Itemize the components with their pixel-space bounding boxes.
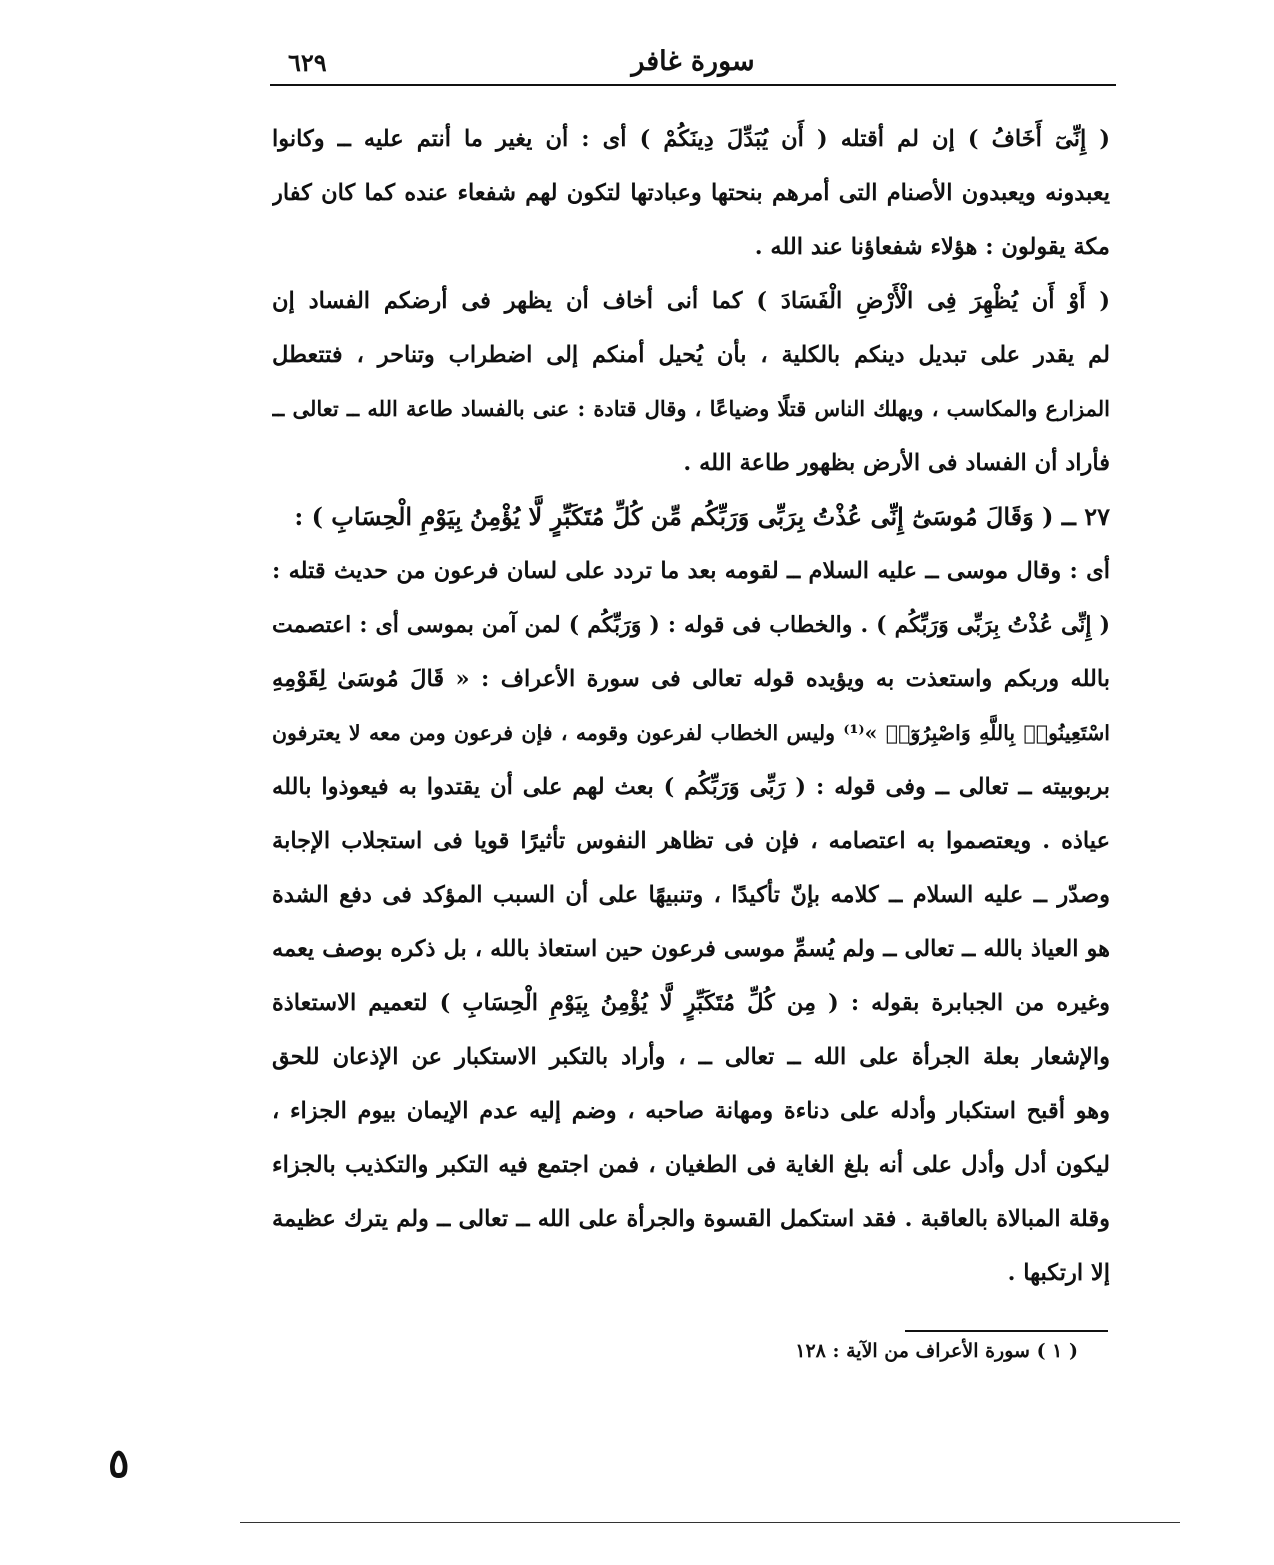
page-number: ٦٢٩: [288, 48, 327, 77]
body-line: أى : وقال موسى ــ عليه السلام ــ لقومه بعد ما تردد على لسان فرعون من حديث قتله :: [272, 558, 1110, 584]
body-line: ليكون أدل وأدل على أنه بلغ الغاية فى الطغيان ، فمن اجتمع فيه التكبر والتكذيب بالجزاء: [272, 1152, 1110, 1178]
body-line: المزارع والمكاسب ، ويهلك الناس قتلًا وضياعًا ، وقال قتادة : عنى بالفساد طاعة الله ــ تعالى ــ: [272, 396, 1110, 421]
body-line: يعبدونه ويعبدون الأصنام التى أمرهم بنحتها وعبادتها لتكون لهم شفعاء عنده كما كان كفار: [272, 180, 1110, 206]
body-line: مكة يقولون : هؤلاء شفعاؤنا عند الله .: [754, 234, 1110, 260]
bottom-rule: [240, 1522, 1180, 1523]
body-line: وصدّر ــ عليه السلام ــ كلامه بإنّ تأكيدًا ، وتنبيهًا على أن السبب المؤكد فى دفع الشدة: [272, 882, 1110, 908]
body-line: فأراد أن الفساد فى الأرض بظهور طاعة الله .: [683, 450, 1110, 476]
running-title: سورة غافر: [631, 46, 755, 77]
body-line: هو العياذ بالله ــ تعالى ــ ولم يُسمِّ موسى فرعون حين استعاذ بالله ، بل ذكره بوصف يعمه: [272, 936, 1110, 962]
body-line: بربوبيته ــ تعالى ــ وفى قوله : ( رَبِّى وَرَبِّكُم ) بعث لهم على أن يقتدوا به فيعوذوا بالله: [272, 774, 1110, 800]
body-line: ( إِنِّى عُذْتُ بِرَبِّى وَرَبِّكُم ) . والخطاب فى قوله : ( وَرَبِّكُم ) لمن آمن بموسى أى : اعتصمت: [272, 612, 1110, 638]
body-line: لم يقدر على تبديل دينكم بالكلية ، بأن يُحيل أمنكم إلى اضطراب وتناحر ، فتتعطل: [272, 342, 1110, 368]
body-text: [272, 112, 1110, 1300]
footnote: ( ١ ) سورة الأعراف من الآية : ١٢٨: [795, 1340, 1078, 1362]
page-header: [270, 40, 1116, 86]
body-line: بالله وربكم واستعذت به ويؤيده قوله تعالى فى سورة الأعراف : « قَالَ مُوسَىٰ لِقَوْمِهِ: [272, 666, 1110, 692]
signature-mark: ٥: [108, 1440, 130, 1487]
body-line: ( إِنِّىٓ أَخَافُ ) إن لم أقتله ( أَن يُبَدِّلَ دِينَكُمْ ) أى : أن يغير ما أنتم عليه ــ وكانوا: [272, 126, 1110, 152]
body-line: عياذه . ويعتصموا به اعتصامه ، فإن فى تظاهر النفوس تأثيرًا قويا فى استجلاب الإجابة: [272, 828, 1110, 854]
footnote-rule: [905, 1330, 1108, 1332]
body-line: والإشعار بعلة الجرأة على الله ــ تعالى ــ ، وأراد بالتكبر الاستكبار عن الإذعان للحق: [272, 1044, 1110, 1070]
body-line: وغيره من الجبابرة بقوله : ( مِن كُلِّ مُتَكَبِّرٍ لَّا يُؤْمِنُ بِيَوْمِ الْحِسَابِ ) لتعميم الاستعاذة: [272, 990, 1110, 1016]
body-line: وقلة المبالاة بالعاقبة . فقد استكمل القسوة والجرأة على الله ــ تعالى ــ ولم يترك عظيمة: [272, 1206, 1110, 1232]
verse-line: ٢٧ ــ ( وَقَالَ مُوسَىٰٓ إِنِّى عُذْتُ بِرَبِّى وَرَبِّكُم مِّن كُلِّ مُتَكَبِّرٍ لَّا يُؤْمِنُ بِيَوْمِ الْحِسَابِ ) :: [294, 502, 1110, 531]
body-line: اسْتَعِينُوا۟ بِاللَّهِ وَاصْبِرُوٓا۟ »⁽¹⁾ وليس الخطاب لفرعون وقومه ، فإن فرعون ومن معه لا يعترفون: [272, 721, 1110, 745]
body-line: وهو أقبح استكبار وأدله على دناءة ومهانة صاحبه ، وضم إليه عدم الإيمان بيوم الجزاء ،: [272, 1098, 1110, 1124]
header-rule: [270, 84, 1116, 86]
body-line: ( أَوْ أَن يُظْهِرَ فِى الْأَرْضِ الْفَسَادَ ) كما أنى أخاف أن يظهر فى أرضكم الفساد إن: [272, 288, 1110, 314]
body-line: إلا ارتكبها .: [1007, 1260, 1110, 1286]
